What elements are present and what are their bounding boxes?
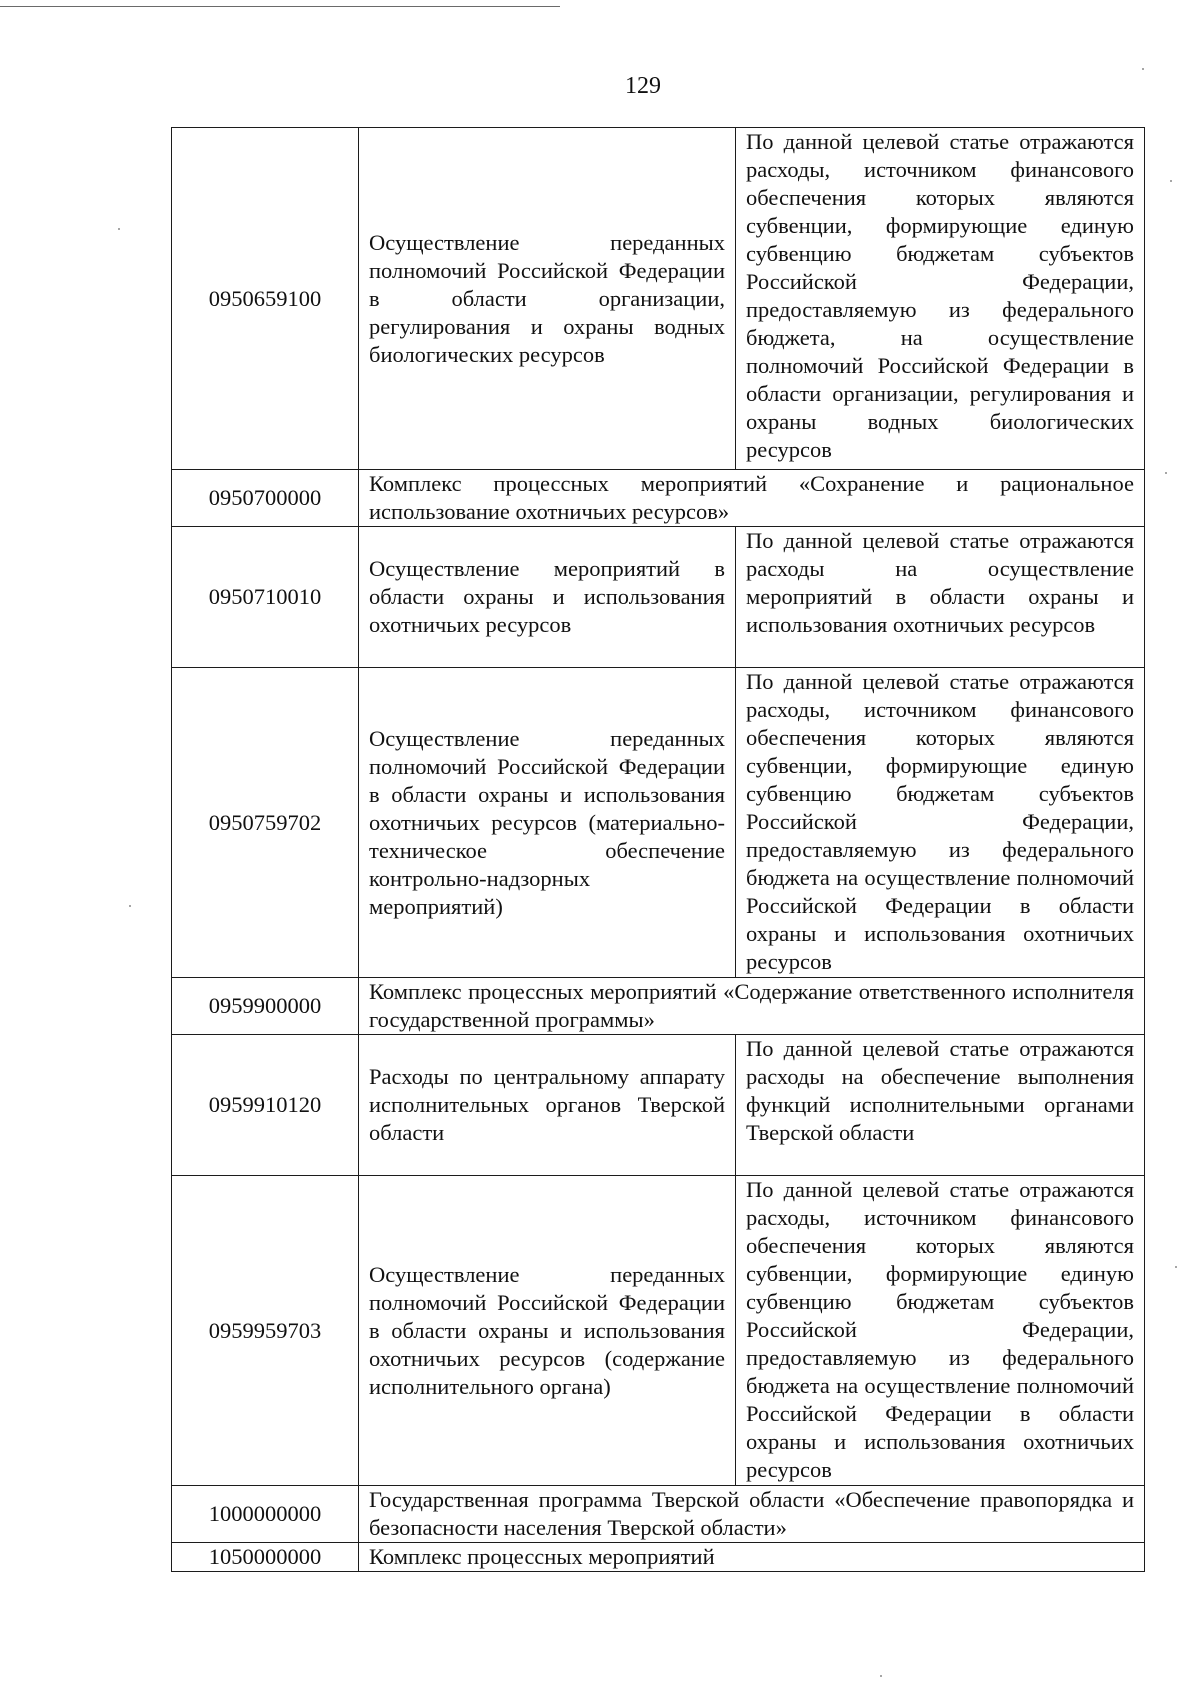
row-description: По данной целевой статье отражаются расходы на осуществление мероприятий в области охраны и использования охотничьих ресурсов — [736, 527, 1145, 668]
scan-edge-line — [0, 6, 560, 7]
row-description: По данной целевой статье отражаются расходы, источником финансового обеспечения которых являются субвенции, формирующие единую субвенцию бюджетам субъектов Российской Федерации, предоставляемую из федерального бюджета на осуществление полномочий Российской Федерации в области охраны и использования охотничьих ресурсов — [736, 1176, 1145, 1486]
row-description: По данной целевой статье отражаются расходы на обеспечение выполнения функций исполнительными органами Тверской области — [736, 1035, 1145, 1176]
scan-speck — [880, 1675, 882, 1677]
table-row — [172, 1176, 1145, 1486]
table-row — [172, 978, 1145, 1035]
table-row — [172, 1035, 1145, 1176]
row-code: 0950659100 — [172, 128, 359, 470]
scan-speck — [1175, 1266, 1177, 1268]
row-name: Осуществление переданных полномочий Российской Федерации в области организации, регулирования и охраны водных биологических ресурсов — [359, 128, 736, 470]
row-title: Государственная программа Тверской области «Обеспечение правопорядка и безопасности населения Тверской области» — [359, 1486, 1145, 1543]
row-name: Осуществление переданных полномочий Российской Федерации в области охраны и использования охотничьих ресурсов (содержание исполнительного органа) — [359, 1176, 736, 1486]
scan-speck — [1170, 180, 1172, 182]
page-number: 129 — [625, 73, 661, 99]
table-row — [172, 668, 1145, 978]
row-description: По данной целевой статье отражаются расходы, источником финансового обеспечения которых являются субвенции, формирующие единую субвенцию бюджетам субъектов Российской Федерации, предоставляемую из федерального бюджета, на осуществление полномочий Российской Федерации в области организации, регулирования и охраны водных биологических ресурсов — [736, 128, 1145, 470]
row-code: 0959910120 — [172, 1035, 359, 1176]
row-name: Осуществление мероприятий в области охраны и использования охотничьих ресурсов — [359, 527, 736, 668]
scan-speck — [1165, 472, 1167, 474]
row-title: Комплекс процессных мероприятий «Содержание ответственного исполнителя государственной программы» — [359, 978, 1145, 1035]
row-code: 0959900000 — [172, 978, 359, 1035]
row-code: 0959959703 — [172, 1176, 359, 1486]
row-code: 0950710010 — [172, 527, 359, 668]
table-row — [172, 470, 1145, 527]
scan-speck — [129, 905, 131, 907]
row-title: Комплекс процессных мероприятий — [359, 1543, 1145, 1572]
table-row — [172, 527, 1145, 668]
row-code: 1050000000 — [172, 1543, 359, 1572]
table-row — [172, 128, 1145, 470]
table-row — [172, 1543, 1145, 1572]
row-title: Комплекс процессных мероприятий «Сохранение и рациональное использование охотничьих ресурсов» — [359, 470, 1145, 527]
row-code: 0950700000 — [172, 470, 359, 527]
row-code: 1000000000 — [172, 1486, 359, 1543]
row-code: 0950759702 — [172, 668, 359, 978]
scan-speck — [1142, 68, 1144, 70]
row-description: По данной целевой статье отражаются расходы, источником финансового обеспечения которых являются субвенции, формирующие единую субвенцию бюджетам субъектов Российской Федерации, предоставляемую из федерального бюджета на осуществление полномочий Российской Федерации в области охраны и использования охотничьих ресурсов — [736, 668, 1145, 978]
row-name: Расходы по центральному аппарату исполнительных органов Тверской области — [359, 1035, 736, 1176]
row-name: Осуществление переданных полномочий Российской Федерации в области охраны и использования охотничьих ресурсов (материально-техническое обеспечение контрольно-надзорных мероприятий) — [359, 668, 736, 978]
scan-speck — [118, 228, 120, 230]
budget-codes-table — [171, 127, 1145, 1572]
table-row — [172, 1486, 1145, 1543]
